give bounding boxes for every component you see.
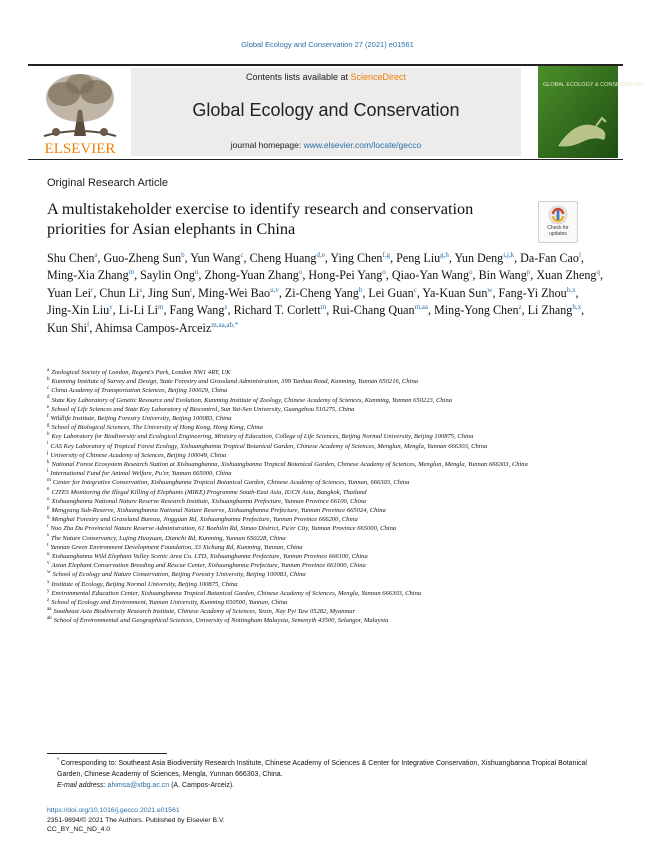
author-affiliation-link[interactable]: p xyxy=(526,268,531,277)
affiliation-label: e xyxy=(47,404,50,410)
author-affiliation-link[interactable]: h,x xyxy=(566,285,576,294)
footnote-star: * xyxy=(57,757,59,764)
author-name[interactable]: Bin Wang$^p$ xyxy=(478,268,531,283)
affiliation-item xyxy=(47,405,612,414)
author-name[interactable]: Zi-Cheng Yang$^b$ xyxy=(284,285,363,300)
affiliation-text: The Nature Conservancy, Lujing Huayuan, Dianchi Rd, Kunming, Yunnan 650228, China xyxy=(50,534,286,542)
author-affiliation-link[interactable]: s xyxy=(139,285,143,294)
author-name[interactable]: Hong-Pei Yang$^o$ xyxy=(308,268,386,283)
journal-cover-icon xyxy=(538,66,644,158)
affiliation-text: Asian Elephant Conservation Breeding and Rescue Center, Xishuangbanna Prefecture, Yunnan Province 661000, China xyxy=(51,562,366,570)
article-type: Original Research Article xyxy=(47,177,169,189)
affiliation-item xyxy=(47,524,612,533)
author-name[interactable]: Da-Fan Cao$^l$ xyxy=(520,250,581,265)
affiliation-text: International Fund for Animal Welfare, Pu'er, Yunnan 665000, China xyxy=(50,470,232,478)
affiliation-label: u xyxy=(47,551,50,557)
affiliation-text: China Academy of Transportation Sciences, Beijing 100029, China xyxy=(51,387,228,395)
author-affiliation-link[interactable]: r xyxy=(91,285,94,294)
author-name[interactable]: Yun Wang$^c$ xyxy=(190,250,244,265)
affiliation-item xyxy=(47,396,612,405)
email-link[interactable]: ahimsa@xtbg.ac.cn xyxy=(107,782,170,789)
author-affiliation-link[interactable]: n xyxy=(194,268,199,277)
journal-reference[interactable]: Global Ecology and Conservation 27 (2021) e01561 xyxy=(241,40,414,49)
affiliation-text: Kunming Institute of Survey and Design, State Forestry and Grassland Administration, 399 Tanhua Road, Kunming, Yunnan 650216, China xyxy=(51,378,419,386)
elsevier-logo[interactable] xyxy=(34,66,126,158)
author-name[interactable]: Peng Liu$^{g,h}$ xyxy=(396,250,449,265)
author-affiliation-link[interactable]: z xyxy=(224,303,228,312)
author-affiliation-link[interactable]: o xyxy=(469,268,473,277)
author-affiliation-link[interactable]: m xyxy=(320,303,327,312)
badge-line-1: Check for xyxy=(547,225,569,231)
contents-line: Contents lists available at ScienceDirect xyxy=(245,72,407,82)
author-name[interactable]: Jing Sun$^t$ xyxy=(148,285,193,300)
author-affiliation-link[interactable]: o xyxy=(382,268,386,277)
affiliation-item xyxy=(47,442,612,451)
author-name[interactable]: Ming-Xia Zhang$^m$ xyxy=(47,268,135,283)
email-label: E-mail address: xyxy=(57,782,108,789)
header-bottom-rule xyxy=(28,159,623,160)
check-for-updates-badge[interactable] xyxy=(538,201,578,243)
affiliation-label: l xyxy=(47,469,49,475)
affiliation-item xyxy=(47,497,612,506)
affiliation-item xyxy=(47,451,612,460)
affiliation-label: g xyxy=(47,423,50,429)
author-name[interactable]: Shu Chen$^a$ xyxy=(47,250,98,265)
affiliation-text: CITES Monitoring the Illegal Killing of Elephants (MIKE) Programme South-East Asia, IUCN Asia, Bangkok, Thailand xyxy=(51,488,367,496)
author-name[interactable]: Rui-Chang Quan$^{m,aa}$ xyxy=(332,303,428,318)
author-affiliation-link[interactable]: c xyxy=(413,285,417,294)
affiliation-label: i xyxy=(47,441,49,447)
affiliation-text: Xishuangbanna Wild Elephant Valley Scenic Area Co. LTD, Xishuangbanna Prefecture, Yunnan Province 666100, China xyxy=(51,553,368,561)
affiliation-text: Southeast Asia Biodiversity Research Institute, Chinese Academy of Sciences, Yezin, Nay Pyi Taw 05282, Myanmar xyxy=(53,608,356,616)
affiliation-label: c xyxy=(47,386,50,392)
affiliation-item xyxy=(47,488,612,497)
author-name[interactable]: Fang Wang$^z$ xyxy=(169,303,228,318)
author-name[interactable]: Zhong-Yuan Zhang$^o$ xyxy=(204,268,303,283)
footnote-rule xyxy=(47,753,167,754)
affiliation-label: z xyxy=(47,597,50,603)
affiliation-item xyxy=(47,368,612,377)
affiliation-label: w xyxy=(47,570,51,576)
copyright-line: 2351-9894/© 2021 The Authors. Published by Elsevier B.V. xyxy=(47,816,225,824)
corresponding-footnote xyxy=(47,758,612,791)
author-affiliation-link[interactable]: h,x xyxy=(572,303,582,312)
author-name[interactable]: Ming-Wei Bao$^{u,v}$ xyxy=(198,285,279,300)
affiliation-label: h xyxy=(47,432,50,438)
affiliation-text: Wildlife Institute, Beijing Forestry University, Beijing 100083, China xyxy=(50,415,232,423)
affiliation-text: Yunnan Green Environment Development Foundation, 33 Xichang Rd, Kunming, Yunnan, China xyxy=(50,543,303,551)
affiliation-item xyxy=(47,469,612,478)
author-affiliation-link[interactable]: f xyxy=(86,320,90,329)
author-affiliation-link[interactable]: m xyxy=(158,303,164,312)
author-name[interactable]: Yun Deng$^{i,j,k}$ xyxy=(454,250,515,265)
affiliation-text: Environmental Education Center, Xishuangbanna Tropical Botanical Garden, Chinese Academy of Sciences, Mengla, Yunnan 666303, China xyxy=(51,589,422,597)
author-affiliation-link[interactable]: b xyxy=(358,285,363,294)
author-name[interactable]: Jing-Xin Liu$^y$ xyxy=(47,303,113,318)
affiliation-label: y xyxy=(47,588,50,594)
author-name[interactable]: Ying Chen$^{f,g}$ xyxy=(330,250,391,265)
affiliation-label: ab xyxy=(47,616,52,622)
affiliation-item xyxy=(47,506,612,515)
journal-title: Global Ecology and Conservation xyxy=(192,100,460,120)
journal-cover[interactable] xyxy=(538,66,644,158)
affiliation-item xyxy=(47,589,612,598)
affiliation-item xyxy=(47,386,612,395)
author-affiliation-link[interactable]: y xyxy=(109,303,113,312)
affiliation-label: v xyxy=(47,561,50,567)
homepage-link[interactable]: www.elsevier.com/locate/gecco xyxy=(303,140,422,150)
affiliation-label: a xyxy=(47,367,50,373)
author-name[interactable]: Li Zhang$^{h,x}$ xyxy=(527,303,582,318)
affiliation-text: School of Biological Sciences, The University of Hong Kong, Hong Kong, China xyxy=(51,424,263,432)
affiliation-text: Xishuangbanna National Nature Reserve Research Institute, Xishuangbanna Prefecture, Yunnan Province 66100, China xyxy=(51,497,367,505)
author-name[interactable]: Ya-Kuan Sun$^w$ xyxy=(422,285,493,300)
author-affiliation-link[interactable]: g,h xyxy=(440,250,449,259)
journal-homepage: journal homepage: www.elsevier.com/locate/gecco xyxy=(230,140,422,150)
affiliation-item xyxy=(47,478,612,487)
affiliation-text: Menghai Forestry and Grassland Bureau, Jingguan Rd, Xishuangbanna Prefecture, Yunnan Province 666200, China xyxy=(51,516,358,524)
affiliation-item xyxy=(47,561,612,570)
affiliation-list xyxy=(47,368,612,626)
affiliation-label: aa xyxy=(47,607,52,613)
author-affiliation-link[interactable]: w xyxy=(487,285,493,294)
article-title: A multistakeholder exercise to identify research and conservation priorities for Asian elephants in China xyxy=(47,199,474,238)
cover-title: GLOBAL ECOLOGY & CONSERVATION xyxy=(543,82,644,88)
affiliation-item xyxy=(47,552,612,561)
affiliation-label: m xyxy=(47,478,51,484)
affiliation-label: b xyxy=(47,377,50,383)
affiliation-item xyxy=(47,543,612,552)
elsevier-tree-icon xyxy=(34,66,126,158)
email-name: (A. Campos-Arceiz). xyxy=(169,782,235,789)
affiliation-text: Nuo Zha Du Provincial Nature Reserve Administration, 61 Bozhilin Rd, Simao District, Pu'er City, Yunnan Province 665000, China xyxy=(50,525,397,533)
affiliation-label: x xyxy=(47,579,50,585)
author-affiliation-link[interactable]: q xyxy=(596,268,600,277)
affiliation-text: CAS Key Laboratory of Tropical Forest Ecology, Xishuangbanna Tropical Botanical Garden, Chinese Academy of Sciences, Menglun, Mengla, Yunnan 666303, China xyxy=(50,442,488,450)
author-affiliation-link[interactable]: m xyxy=(128,268,135,277)
author-name[interactable]: Fang-Yi Zhou$^{h,x}$ xyxy=(498,285,576,300)
affiliation-text: Key Laboratory for Biodiversity and Ecological Engineering, Ministry of Education, College of Life Sciences, Beijing Normal University, Beijing 100875, China xyxy=(51,433,474,441)
author-name[interactable]: Chun Li$^s$ xyxy=(99,285,143,300)
author-name[interactable]: Ahimsa Campos-Arceiz$^{m,aa,ab,*}$ xyxy=(94,320,239,335)
author-name[interactable]: Richard T. Corlett$^m$ xyxy=(233,303,327,318)
affiliation-item xyxy=(47,570,612,579)
author-name[interactable]: Cheng Huang$^{d,e}$ xyxy=(249,250,325,265)
author-affiliation-link[interactable]: l xyxy=(578,250,581,259)
sciencedirect-link[interactable]: ScienceDirect xyxy=(350,72,407,82)
affiliation-text: Zoological Society of London, Regent's Park, London NW1 4RY, UK xyxy=(51,369,231,376)
affiliation-item xyxy=(47,377,612,386)
affiliation-item xyxy=(47,598,612,607)
affiliation-text: School of Life Sciences and State Key Laboratory of Biocontrol, Sun Yat-Sen University, Guangzhou 510275, China xyxy=(51,405,355,413)
author-affiliation-link[interactable]: i,j,k xyxy=(503,250,515,259)
affiliation-item xyxy=(47,432,612,441)
author-name[interactable]: Qiao-Yan Wang$^o$ xyxy=(391,268,473,283)
author-name[interactable]: Li-Li Li$^m$ xyxy=(118,303,164,318)
affiliation-text: National Forest Ecosystem Research Station at Xishuangbanna, Xishuangbanna Tropical Botanical Garden, Chinese Academy of Sciences, Menglun, Mengla, Yunnan 666303, China xyxy=(51,461,528,469)
affiliation-text: School of Ecology and Nature Conservation, Beijing Forestry University, Beijing 100083, China xyxy=(52,571,306,579)
affiliation-item xyxy=(47,534,612,543)
affiliation-text: Mengyang Sub-Reserve, Xishuangbanna National Nature Reserve, Xishuangbanna Prefecture, Yunnan Province 665024, China xyxy=(51,507,386,515)
author-affiliation-link[interactable]: t xyxy=(190,285,193,294)
affiliation-item xyxy=(47,423,612,432)
affiliation-text: State Key Laboratory of Genetic Resource and Evolution, Kunming Institute of Zoology, Chinese Academy of Sciences, Kunming, Yunnan 650223, China xyxy=(51,396,453,404)
affiliation-label: t xyxy=(47,542,49,548)
affiliation-text: University of Chinese Academy of Sciences, Beijing 100049, China xyxy=(50,451,227,459)
author-name[interactable]: Lei Guan$^c$ xyxy=(368,285,417,300)
author-name[interactable]: Yuan Lei$^r$ xyxy=(47,285,94,300)
author-affiliation-link[interactable]: o xyxy=(298,268,303,277)
author-name[interactable]: Xuan Zheng$^q$ xyxy=(536,268,600,283)
author-name[interactable]: Saylin Ong$^n$ xyxy=(140,268,199,283)
badge-line-2: updates xyxy=(549,230,567,237)
affiliation-item xyxy=(47,460,612,469)
author-list: Shu Chen$^a$, Guo-Zheng Sun$^b$, Yun Wang$^c$, Cheng Huang$^{d,e}$, Ying Chen$^{f,g}$, Peng Liu$^{g,h}$, Yun Deng$^{i,j,k}$, Da-Fan Cao$^l$, Ming-Xia Zhang$^m$, Saylin Ong$^n$, Zhong-Yuan Zhang$^o$, Hong-Pei Yang$^o$, Qiao-Yan Wang$^o$, Bin Wang$^p$, Xuan Zheng$^q$, Yuan Lei$^r$, Chun Li$^s$, Jing Sun$^t$, Ming-Wei Bao$^{u,v}$, Zi-Cheng Yang$^b$, Lei Guan$^c$, Ya-Kuan Sun$^w$, Fang-Yi Zhou$^{h,x}$, Jing-Xin Liu$^y$, Li-Li Li$^m$, Fang Wang$^z$, Richard T. Corlett$^m$, Rui-Chang Quan$^{m,aa}$, Ming-Yong Chen$^z$, Li Zhang$^{h,x}$, Kun Shi$^f$, Ahimsa Campos-Arceiz$^{m,aa,ab,*}$ xyxy=(47,250,603,335)
affiliation-label: j xyxy=(47,450,49,456)
affiliation-label: d xyxy=(47,395,50,401)
affiliation-label: s xyxy=(47,533,49,539)
affiliation-label: n xyxy=(47,487,50,493)
author-affiliation-link[interactable]: b xyxy=(181,250,185,259)
affiliation-label: q xyxy=(47,515,50,521)
affiliation-text: Center for Integrative Conservation, Xishuangbanna Tropical Botanical Garden, Chinese Academy of Sciences, Yunnan, 666303, China xyxy=(52,479,410,487)
affiliation-item xyxy=(47,580,612,589)
author-name[interactable]: Kun Shi$^f$ xyxy=(47,320,90,335)
author-name[interactable]: Guo-Zheng Sun$^b$ xyxy=(103,250,185,265)
license-line: CC_BY_NC_ND_4.0 xyxy=(47,826,111,834)
affiliation-label: p xyxy=(47,505,50,511)
affiliation-label: f xyxy=(47,413,49,419)
affiliation-label: k xyxy=(47,459,50,465)
affiliation-label: o xyxy=(47,496,50,502)
doi-block xyxy=(47,806,447,835)
author-affiliation-link[interactable]: c xyxy=(240,250,244,259)
affiliation-label: r xyxy=(47,524,49,530)
affiliation-item xyxy=(47,515,612,524)
affiliation-text: Institute of Ecology, Beijing Normal University, Beijing 100875, China xyxy=(51,580,238,588)
affiliation-item xyxy=(47,607,612,616)
affiliation-text: School of Environmental and Geographical Sciences, University of Nottingham Malaysia, Semenyih 43500, Selangor, Malaysia xyxy=(53,617,389,625)
check-for-updates-icon xyxy=(548,205,568,225)
author-affiliation-link[interactable]: z xyxy=(518,303,522,312)
doi-link[interactable]: https://doi.org/10.1016/j.gecco.2021.e01561 xyxy=(47,807,180,814)
author-affiliation-link[interactable]: m,aa,ab,* xyxy=(211,320,239,329)
affiliation-item xyxy=(47,616,612,625)
author-affiliation-link[interactable]: d,e xyxy=(316,250,325,259)
author-affiliation-link[interactable]: f,g xyxy=(382,250,391,259)
elsevier-wordmark: ELSEVIER xyxy=(44,141,116,157)
author-affiliation-link[interactable]: a xyxy=(94,250,98,259)
affiliation-text: School of Ecology and Environment, Yunnan University, Kunming 650500, Yunnan, China xyxy=(51,599,288,607)
author-affiliation-link[interactable]: u,v xyxy=(270,285,279,294)
corresponding-text: Corresponding to: Southeast Asia Biodiversity Research Institute, Chinese Academy of Sciences & Center for Integrative Conservation, Xishuangbanna Tropical Botanical Garden, Chinese Academy of Sciences, Mengla, Yunnan 666303, China. xyxy=(57,760,587,778)
affiliation-item xyxy=(47,414,612,423)
author-affiliation-link[interactable]: m,aa xyxy=(414,303,428,312)
author-name[interactable]: Ming-Yong Chen$^z$ xyxy=(434,303,522,318)
